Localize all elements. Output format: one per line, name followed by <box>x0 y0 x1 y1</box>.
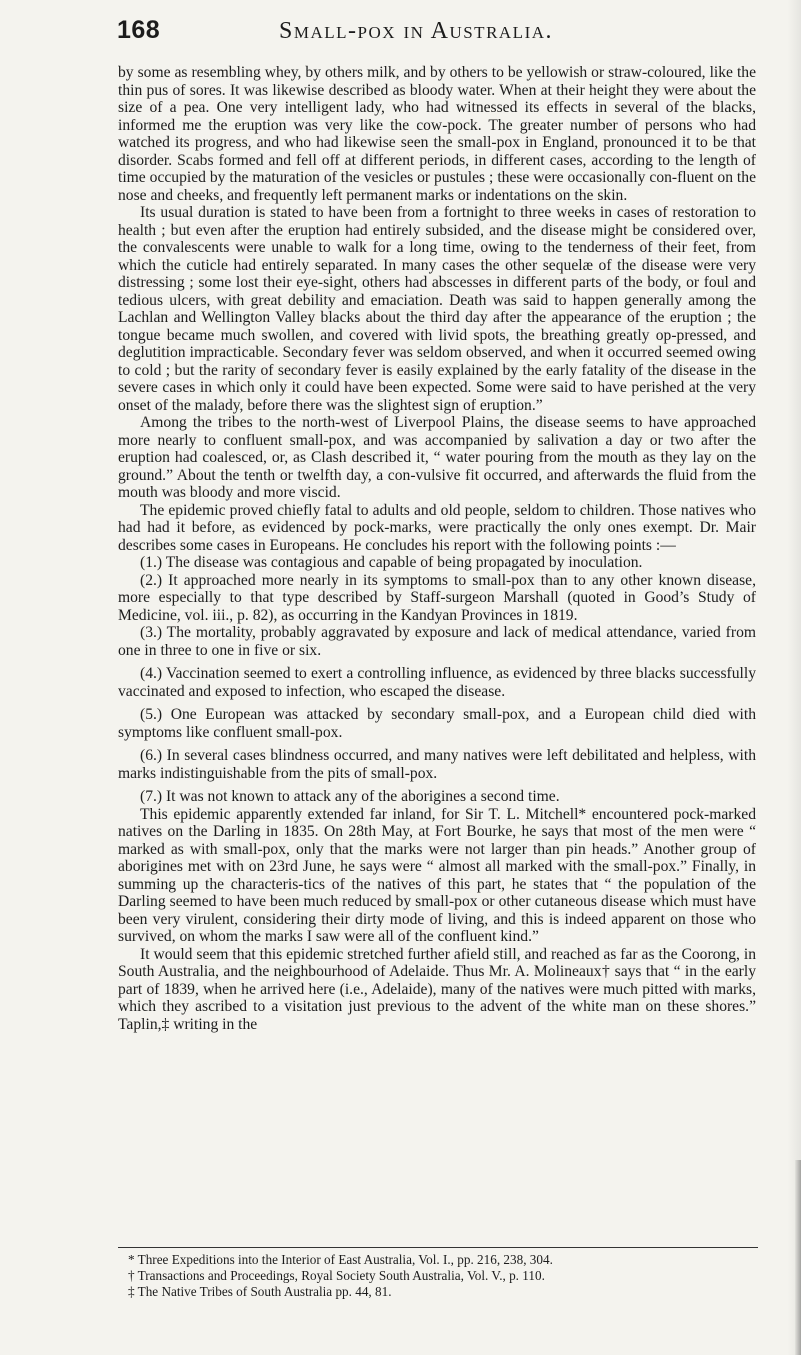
page-edge-shadow <box>787 0 801 1355</box>
footnotes <box>118 1252 758 1300</box>
list-item: (3.) The mortality, probably aggravated by exposure and lack of medical attendance, varied from one in three to one in five or six. <box>118 624 756 659</box>
list-item: (1.) The disease was contagious and capable of being propagated by inoculation. <box>140 554 643 571</box>
paragraph: by some as resembling whey, by others milk, and by others to be yellowish or straw-coloured, like the thin pus of sores. It was likewise described as bloody water. When at their height they were about the size of a pea. One very intelligent lady, who had witnessed its effects in several of the blacks, informed me the eruption was very like the cow-pock. The greater number of persons who had watched its progress, and who had likewise seen the small-pox in England, pronounced it to be that disorder. Scabs formed and fell off at different periods, in different cases, according to the length of time occupied by the maturation of the vesicles or pustules ; these were occasionally con-fluent on the nose and cheeks, and frequently left permanent marks or indentations on the skin. <box>118 64 756 204</box>
footnote-rule <box>118 1247 758 1248</box>
paragraph: Among the tribes to the north-west of Liverpool Plains, the disease seems to have approached more nearly to confluent small-pox, and was accompanied by salivation a day or two after the eruption had coalesced, or, as Clash described it, “ water pouring from the mouth as they lay on the ground.” About the tenth or twelfth day, a con-vulsive fit occurred, and afterwards the fluid from the mouth was bloody and more viscid. <box>118 414 756 501</box>
list-item: (6.) In several cases blindness occurred, and many natives were left debilitated and helpless, with marks indistinguishable from the pits of small-pox. <box>118 747 756 782</box>
paragraph: Its usual duration is stated to have been from a fortnight to three weeks in cases of restoration to health ; but even after the eruption had entirely subsided, and the disease might be considered over, the convalescents were unable to walk for a long time, owing to the tenderness of their feet, from which the cuticle had entirely separated. In many cases the other sequelæ of the disease were very distressing ; some lost their eye-sight, others had abscesses in different parts of the body, or foul and tedious ulcers, with great debility and emaciation. Death was said to happen generally among the Lachlan and Wellington Valley blacks about the third day after the appearance of the eruption ; the tongue became much swollen, and covered with livid spots, the breathing greatly op-pressed, and deglutition impracticable. Secondary fever was seldom observed, and when it occurred seemed owing to cold ; but the rarity of secondary fever is easily explained by the early fatality of the disease in the severe cases in which only it could have been expected. Some were said to have perished at the very onset of the malady, before there was the slightest sign of eruption.” <box>118 204 756 414</box>
page-number: 168 <box>117 16 161 44</box>
footnote: † Transactions and Proceedings, Royal Society South Australia, Vol. V., p. 110. <box>128 1268 545 1283</box>
page-header <box>117 16 757 56</box>
paragraph: It would seem that this epidemic stretched further afield still, and reached as far as the Coorong, in South Australia, and the neighbourhood of Adelaide. Thus Mr. A. Molineaux† says that “ in the early part of 1839, when he arrived here (i.e., Adelaide), many of the natives were much pitted with marks, which they ascribed to a visitation just previous to the advent of the white man on these shores.” Taplin,‡ writing in the <box>118 945 756 1033</box>
page-edge-mark <box>795 1160 801 1355</box>
footnote: ‡ The Native Tribes of South Australia pp. 44, 81. <box>128 1284 392 1299</box>
body-text <box>118 64 756 1033</box>
paragraph: The epidemic proved chiefly fatal to adults and old people, seldom to children. Those natives who had had it before, as evidenced by pock-marks, were practically the only ones exempt. Dr. Mair describes some cases in Europeans. He concludes his report with the following points :— <box>118 501 756 554</box>
list-item: (7.) It was not known to attack any of the aborigines a second time. <box>140 788 560 805</box>
paragraph: This epidemic apparently extended far inland, for Sir T. L. Mitchell* encountered pock-marked natives on the Darling in 1835. On 28th May, at Fort Bourke, he says that most of the men were “ marked as with small-pox, only that the marks were not larger than pin heads.” Another group of aborigines met with on 23rd June, he says were “ almost all marked with the small-pox.” Finally, in summing up the characteris-tics of the natives of this part, he states that “ the population of the Darling seemed to have been much reduced by small-pox or other cutaneous disease which must have been very virulent, considering their dirty mode of living, and this is indeed apparent on those who survived, on whom the marks I saw were all of the confluent kind.” <box>118 805 756 945</box>
running-title: Small-pox in Australia. <box>279 18 554 44</box>
list-item: (4.) Vaccination seemed to exert a controlling influence, as evidenced by three blacks successfully vaccinated and exposed to infection, who escaped the disease. <box>118 665 756 700</box>
list-item: (2.) It approached more nearly in its symptoms to small-pox than to any other known disease, more especially to that type described by Staff-surgeon Marshall (quoted in Good’s Study of Medicine, vol. iii., p. 82), as occurring in the Kandyan Provinces in 1819. <box>118 571 756 624</box>
list-item: (5.) One European was attacked by secondary small-pox, and a European child died with symptoms like confluent small-pox. <box>118 706 756 741</box>
footnote: * Three Expeditions into the Interior of East Australia, Vol. I., pp. 216, 238, 304. <box>128 1252 553 1267</box>
